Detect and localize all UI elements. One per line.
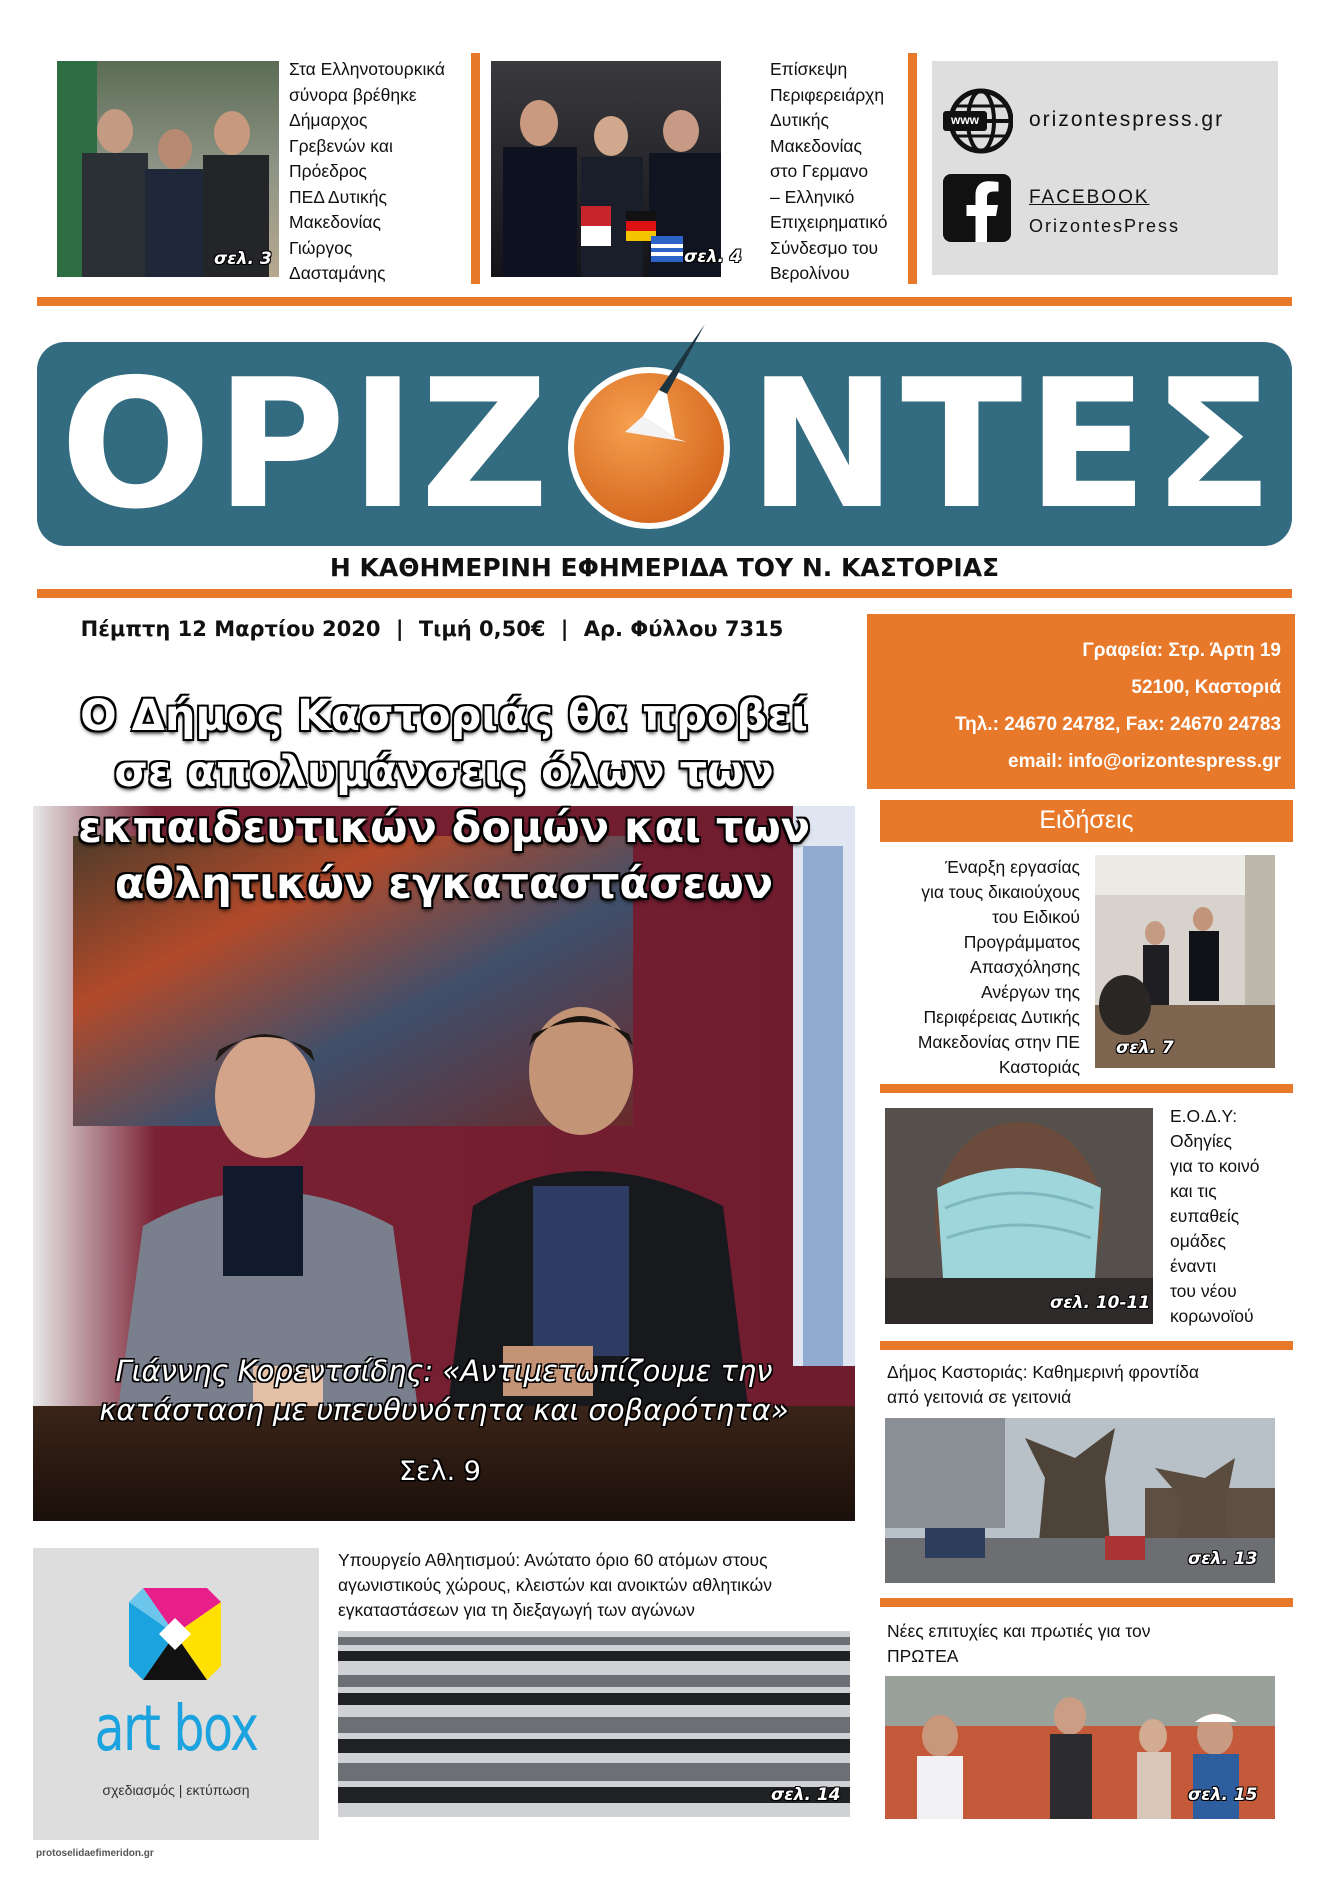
- divider-horizontal: [37, 297, 1292, 306]
- teaser2-line: Επίσκεψη: [770, 59, 848, 79]
- main-headline-line: Ο Δήμος Καστοριάς θα προβεί: [80, 691, 808, 741]
- sports-line: εγκαταστάσεων για τη διεξαγωγή των αγώνων: [338, 1600, 695, 1620]
- divider-horizontal: [880, 1598, 1293, 1607]
- www-badge: www: [950, 113, 979, 127]
- artbox-brand: art box: [94, 1692, 258, 1765]
- news-item1-line: Περιφέρειας Δυτικής: [923, 1007, 1080, 1027]
- news-item2-line: Οδηγίες: [1170, 1131, 1232, 1151]
- news-item1-line: Ανέργων της: [981, 982, 1080, 1002]
- news-item2-line: κορωνοϊού: [1170, 1306, 1254, 1326]
- news-item1-line: Καστοριάς: [998, 1057, 1080, 1077]
- news-item2-photo[interactable]: [885, 1108, 1153, 1324]
- teaser1-page: σελ. 3: [214, 249, 272, 269]
- website-link[interactable]: orizontespress.gr: [1029, 108, 1225, 131]
- main-page: Σελ. 9: [399, 1456, 481, 1487]
- issue-price: Τιμή 0,50€: [418, 617, 546, 641]
- news-item2-line: και τις: [1170, 1181, 1217, 1201]
- sports-page: σελ. 14: [771, 1785, 841, 1805]
- facebook-handle[interactable]: OrizontesPress: [1029, 216, 1181, 236]
- news-item2-line: για το κοινό: [1170, 1156, 1260, 1176]
- facebook-icon[interactable]: [943, 174, 1011, 242]
- teaser1-line: Δασταμάνης: [289, 263, 386, 283]
- main-quote[interactable]: [40, 1352, 848, 1430]
- contact-email[interactable]: email: info@orizontespress.gr: [1008, 751, 1281, 772]
- news-item1-line: για τους δικαιούχους: [921, 882, 1080, 902]
- main-headline-line: σε απολυμάνσεις όλων των: [114, 747, 774, 797]
- news-item3-page: σελ. 13: [1188, 1549, 1258, 1569]
- main-headline[interactable]: [40, 688, 848, 912]
- teaser1-text[interactable]: [289, 57, 469, 287]
- main-headline-line: αθλητικών εγκαταστάσεων: [114, 859, 774, 909]
- news-header-label: Ειδήσεις: [1039, 806, 1134, 834]
- contact-phone: Τηλ.: 24670 24782, Fax: 24670 24783: [954, 714, 1281, 735]
- teaser1-line: Γρεβενών και: [289, 135, 393, 156]
- divider-horizontal: [880, 1341, 1293, 1350]
- news-item4-line: ΠΡΩΤΕΑ: [887, 1646, 959, 1666]
- issue-separator: |: [395, 617, 404, 641]
- teaser2-line: Επιχειρηματικό: [770, 212, 888, 232]
- social-box: [932, 61, 1278, 275]
- news-item1-line: Απασχόλησης: [970, 957, 1080, 977]
- www-globe-icon[interactable]: [943, 86, 1013, 156]
- contact-city: 52100, Καστοριά: [1131, 677, 1281, 698]
- teaser2-line: Μακεδονίας: [770, 135, 862, 156]
- sports-line: Υπουργείο Αθλητισμού: Ανώτατο όριο 60 ατόμων στους: [338, 1550, 768, 1570]
- teaser1-line: Στα Ελληνοτουρκικά: [289, 59, 445, 79]
- news-item1-photo[interactable]: [1095, 855, 1275, 1068]
- news-item3-line: Δήμος Καστοριάς: Καθημερινή φροντίδα: [887, 1362, 1199, 1382]
- sports-text[interactable]: [338, 1548, 858, 1623]
- news-item1-line: Μακεδονίας στην ΠΕ: [917, 1032, 1080, 1052]
- teaser2-line: – Ελληνικό: [770, 186, 855, 207]
- divider-horizontal: [37, 589, 1292, 598]
- facebook-title[interactable]: FACEBOOK: [1029, 187, 1150, 208]
- news-item2-line: Ε.Ο.Δ.Υ:: [1170, 1106, 1238, 1126]
- teaser2-line: Σύνδεσμο του: [770, 237, 879, 258]
- news-item3-text[interactable]: [887, 1360, 1287, 1410]
- issue-number: Αρ. Φύλλου 7315: [583, 617, 784, 641]
- masthead-logo-orb: [555, 320, 745, 550]
- divider-horizontal: [880, 1084, 1293, 1093]
- news-item4-page: σελ. 15: [1188, 1785, 1258, 1805]
- news-item1-page: σελ. 7: [1116, 1038, 1174, 1058]
- contact-offices: Γραφεία: Στρ. Άρτη 19: [1082, 640, 1281, 661]
- teaser1-line: Δήμαρχος: [289, 110, 368, 130]
- artbox-cube-icon: [129, 1588, 221, 1680]
- main-quote-line: Γιάννης Κορεντσίδης: «Αντιμετωπίζουμε την: [115, 1354, 773, 1388]
- news-item2-text[interactable]: [1170, 1104, 1285, 1329]
- news-item1-text[interactable]: [880, 855, 1080, 1080]
- news-item4-text[interactable]: [887, 1619, 1287, 1669]
- sports-line: αγωνιστικούς χώρους, κλειστών και ανοικτών αθλητικών: [338, 1575, 772, 1595]
- teaser1-line: σύνορα βρέθηκε: [289, 84, 417, 105]
- masthead-subtitle: Η ΚΑΘΗΜΕΡΙΝΗ ΕΦΗΜΕΡΙΔΑ ΤΟΥ Ν. ΚΑΣΤΟΡΙΑΣ: [329, 553, 1000, 582]
- issue-separator: |: [560, 617, 569, 641]
- news-item2-line: του νέου: [1170, 1281, 1237, 1301]
- masthead-title-left: ΟΡΙΖ: [60, 341, 554, 548]
- masthead-title-right: ΝΤΕΣ: [748, 341, 1278, 548]
- artbox-tagline: σχεδιασμός | εκτύπωση: [102, 1782, 250, 1798]
- teaser2-line: στο Γερμανο: [770, 161, 869, 181]
- issue-line: [37, 617, 827, 641]
- teaser2-line: Περιφερειάρχη: [770, 84, 885, 105]
- teaser1-line: Γιώργος: [289, 237, 353, 258]
- issue-date: Πέμπτη 12 Μαρτίου 2020: [80, 617, 381, 641]
- news-item1-line: Έναρξη εργασίας: [945, 857, 1080, 877]
- news-item2-line: έναντι: [1170, 1256, 1217, 1276]
- news-item4-line: Νέες επιτυχίες και πρωτιές για τον: [887, 1621, 1151, 1641]
- teaser1-line: ΠΕΔ Δυτικής: [289, 186, 387, 207]
- teaser2-line: Βερολίνου: [770, 263, 850, 283]
- news-item2-page: σελ. 10-11: [1050, 1293, 1151, 1313]
- contact-text: [867, 632, 1281, 780]
- divider-vertical: [471, 53, 480, 284]
- teaser2-page: σελ. 4: [684, 247, 742, 267]
- news-item2-line: ευπαθείς: [1170, 1206, 1240, 1226]
- news-item1-line: του Ειδικού: [992, 907, 1080, 927]
- teaser2-text[interactable]: [770, 57, 902, 287]
- news-item3-line: από γειτονιά σε γειτονιά: [887, 1387, 1072, 1407]
- teaser-photo-mayors[interactable]: [57, 61, 279, 277]
- teaser1-line: Πρόεδρος: [289, 161, 367, 181]
- main-quote-line: κατάσταση με υπευθυνότητα και σοβαρότητα»: [99, 1393, 789, 1427]
- teaser-photo-berlin[interactable]: [491, 61, 721, 277]
- main-headline-line: εκπαιδευτικών δομών και των: [78, 803, 810, 853]
- watermark: protoselidaefimeridon.gr: [36, 1848, 154, 1859]
- teaser1-line: Μακεδονίας: [289, 212, 381, 232]
- news-item2-line: ομάδες: [1170, 1231, 1226, 1251]
- teaser2-line: Δυτικής: [770, 110, 829, 130]
- news-item1-line: Προγράμματος: [963, 932, 1080, 952]
- divider-vertical: [908, 53, 917, 284]
